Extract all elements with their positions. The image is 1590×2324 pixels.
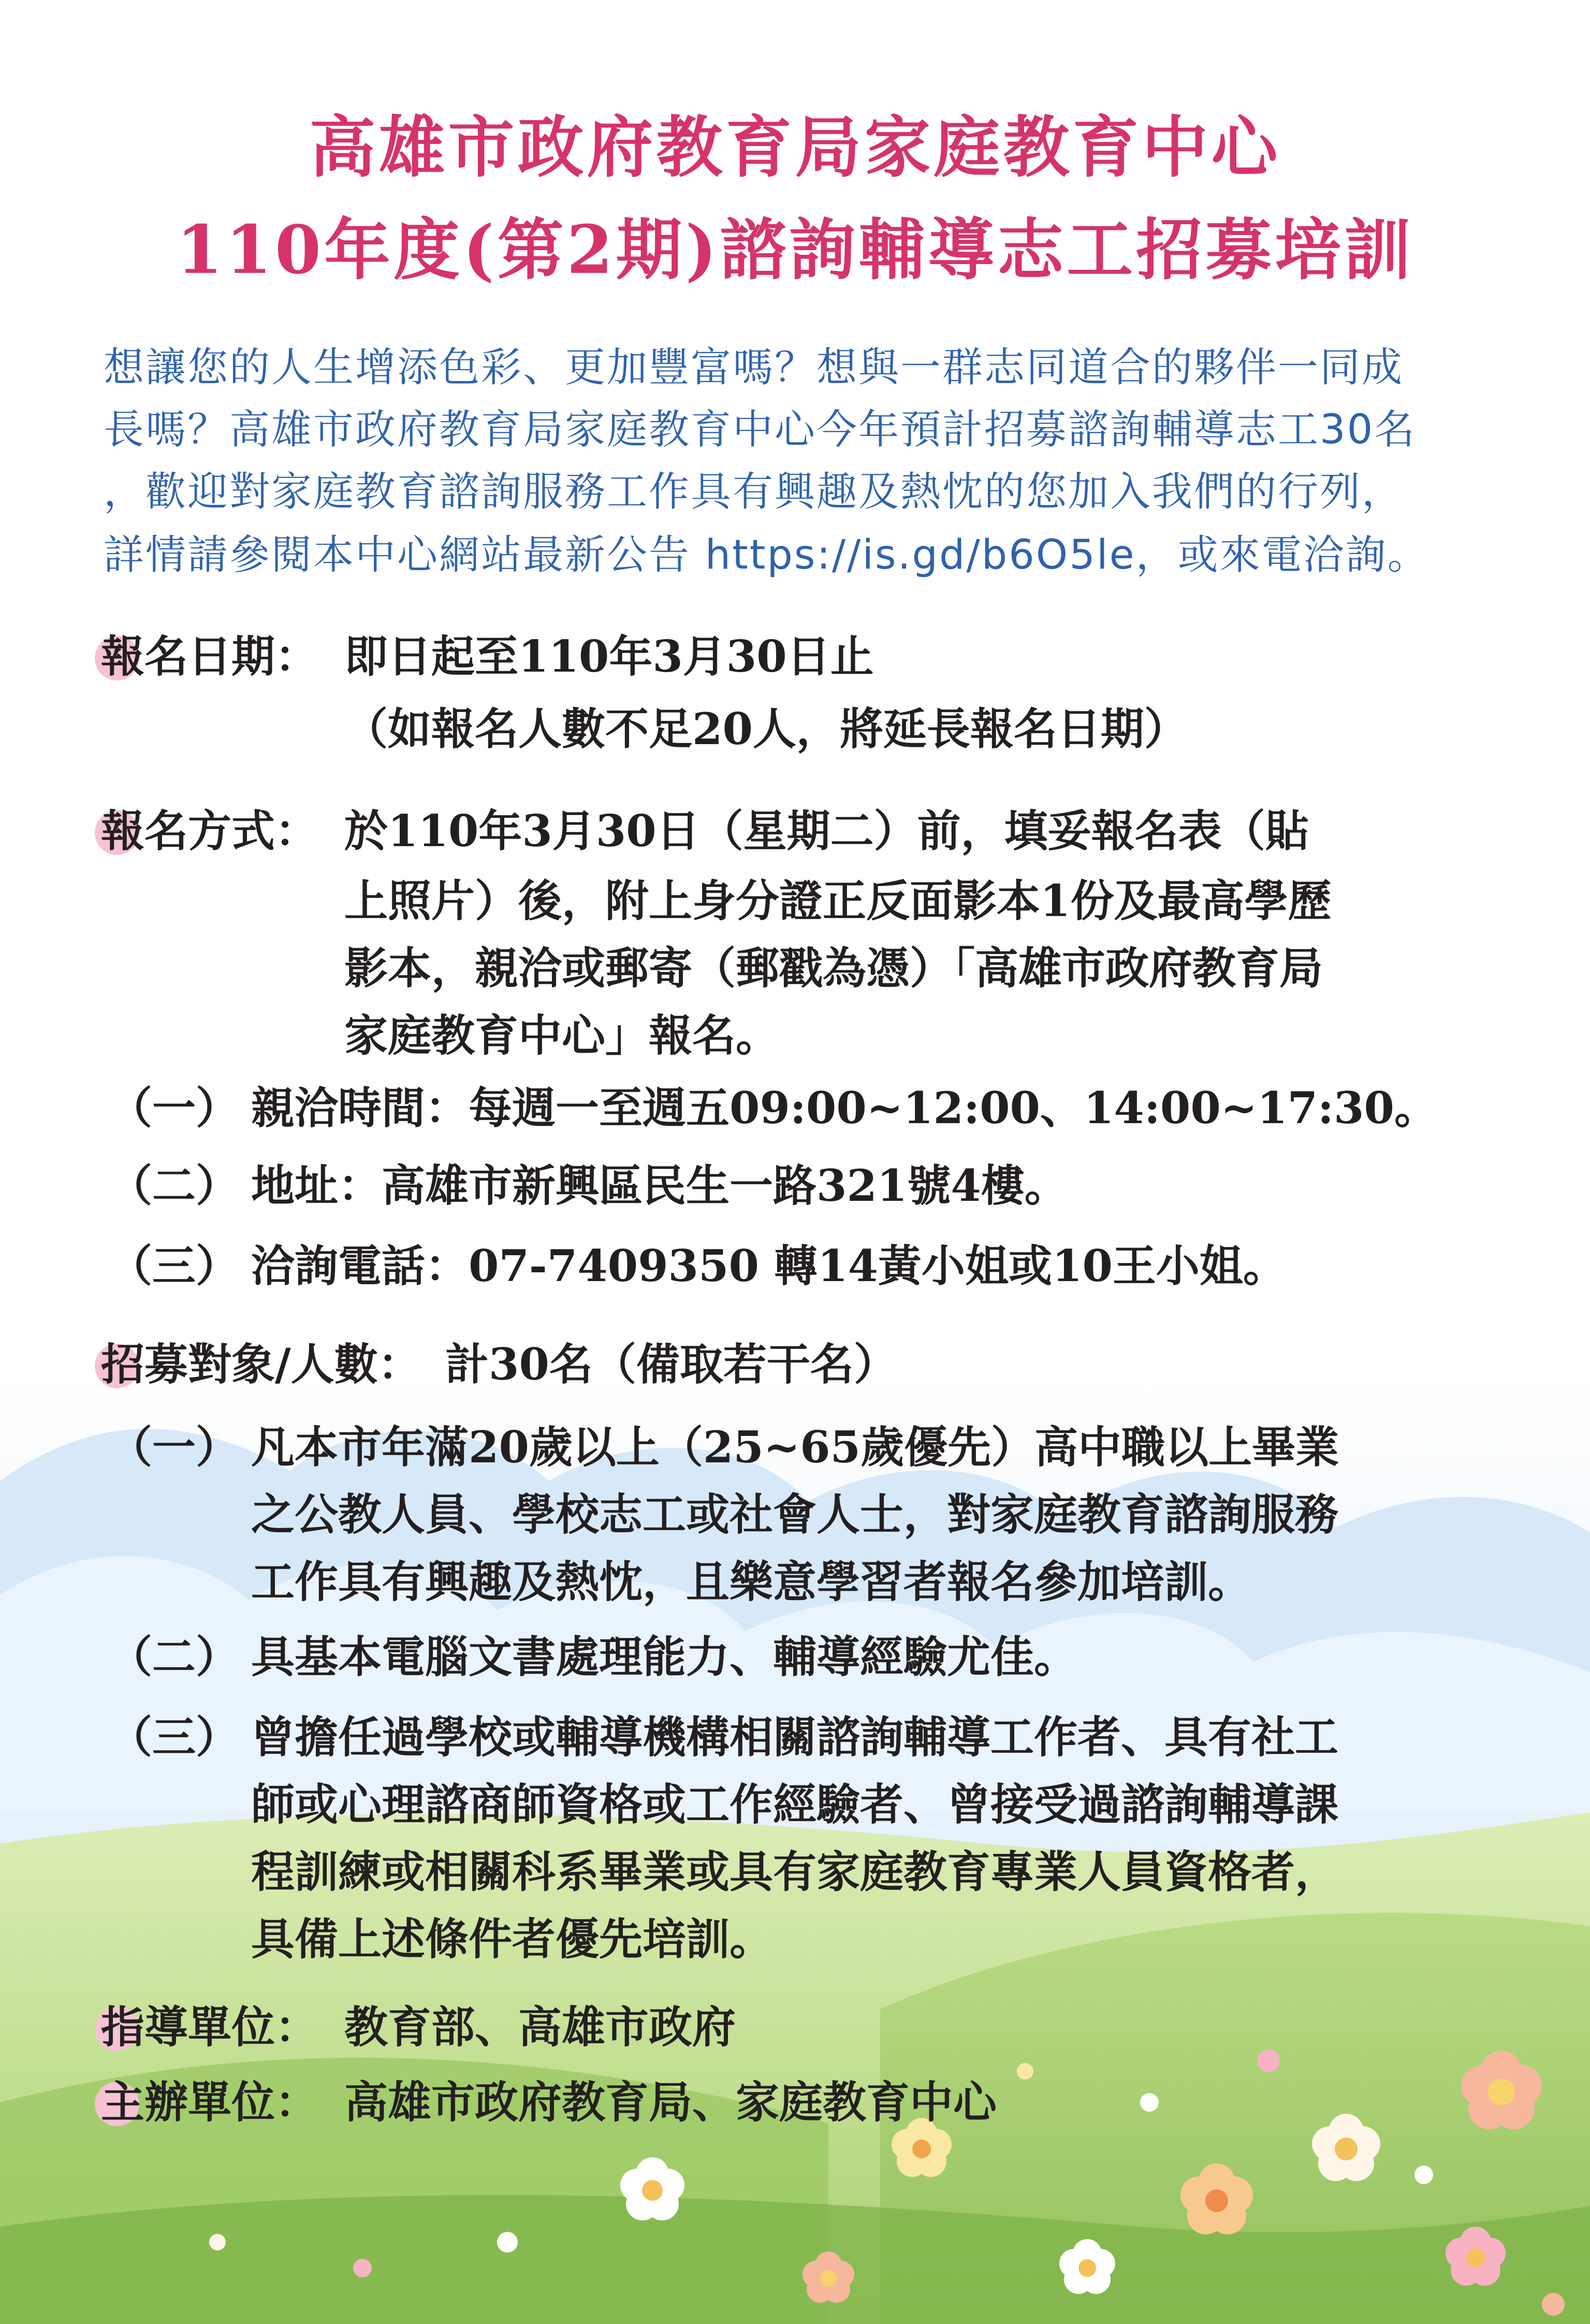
organizer-value: 高雄市政府教育局、家庭教育中心 — [344, 2076, 997, 2128]
intro-line: 想讓您的人生增添色彩、更加豐富嗎？想與一群志同道合的夥伴一同成 — [104, 344, 1404, 391]
contact-hours: 親洽時間：每週一至週五09:00~12:00、14:00~17:30。 — [251, 1082, 1438, 1134]
registration-method-line: 於110年3月30日（星期二）前，填妥報名表（貼 — [344, 805, 1309, 856]
supervisor-value: 教育部、高雄市政府 — [344, 2001, 736, 2053]
list-item-number: （二） — [109, 1160, 240, 1211]
intro-line: 詳情請參閱本中心網站最新公告 https://is.gd/b6O5le，或來電洽詢。 — [104, 532, 1429, 578]
recruitment-item-line: 凡本市年滿20歲以上（25~65歲優先）高中職以上畢業 — [251, 1421, 1339, 1473]
page-title: 高雄市政府教育局家庭教育中心 — [309, 109, 1281, 186]
recruitment-item-line: 具備上述條件者優先培訓。 — [251, 1913, 774, 1965]
registration-method-label: 報名方式： — [101, 805, 319, 856]
address: 地址：高雄市新興區民生一路321號4樓。 — [251, 1160, 1068, 1211]
registration-method-line: 家庭教育中心」報名。 — [344, 1010, 780, 1061]
list-item-number: （三） — [109, 1711, 240, 1763]
registration-method-line: 影本，親洽或郵寄（郵戳為憑）「高雄市政府教育局 — [344, 942, 1323, 994]
list-item-number: （一） — [109, 1082, 240, 1134]
recruitment-value: 計30名（備取若干名） — [445, 1339, 897, 1390]
registration-date-note: （如報名人數不足20人，將延長報名日期） — [344, 703, 1188, 754]
registration-date-value: 即日起至110年3月30日止 — [344, 631, 874, 682]
recruitment-item-line: 之公教人員、學校志工或社會人士，對家庭教育諮詢服務 — [251, 1489, 1339, 1540]
phone: 洽詢電話：07-7409350 轉14黃小姐或10王小姐。 — [251, 1240, 1287, 1291]
registration-date-label: 報名日期： — [101, 631, 319, 682]
organizer-label: 主辦單位： — [101, 2076, 319, 2128]
intro-line: ，歡迎對家庭教育諮詢服務工作具有興趣及熱忱的您加入我們的行列， — [104, 469, 1404, 515]
recruitment-item-line: 曾擔任過學校或輔導機構相關諮詢輔導工作者、具有社工 — [251, 1711, 1339, 1763]
registration-method-line: 上照片）後，附上身分證正反面影本1份及最高學歷 — [344, 875, 1332, 926]
recruitment-item-line: 具基本電腦文書處理能力、輔導經驗尤佳。 — [251, 1631, 1078, 1682]
recruitment-item-line: 師或心理諮商師資格或工作經驗者、曾接受過諮詢輔導課 — [251, 1779, 1339, 1830]
supervisor-label: 指導單位： — [101, 2001, 319, 2053]
list-item-number: （二） — [109, 1631, 240, 1682]
recruitment-label: 招募對象/人數： — [101, 1339, 421, 1390]
intro-line: 長嗎？高雄市政府教育局家庭教育中心今年預計招募諮詢輔導志工30名 — [104, 406, 1417, 453]
recruitment-item-line: 程訓練或相關科系畢業或具有家庭教育專業人員資格者， — [251, 1846, 1339, 1897]
list-item-number: （一） — [109, 1421, 240, 1473]
list-item-number: （三） — [109, 1240, 240, 1291]
page-subtitle: 110年度(第2期)諮詢輔導志工招募培訓 — [176, 211, 1414, 289]
recruitment-item-line: 工作具有興趣及熱忱，且樂意學習者報名參加培訓。 — [251, 1556, 1252, 1607]
